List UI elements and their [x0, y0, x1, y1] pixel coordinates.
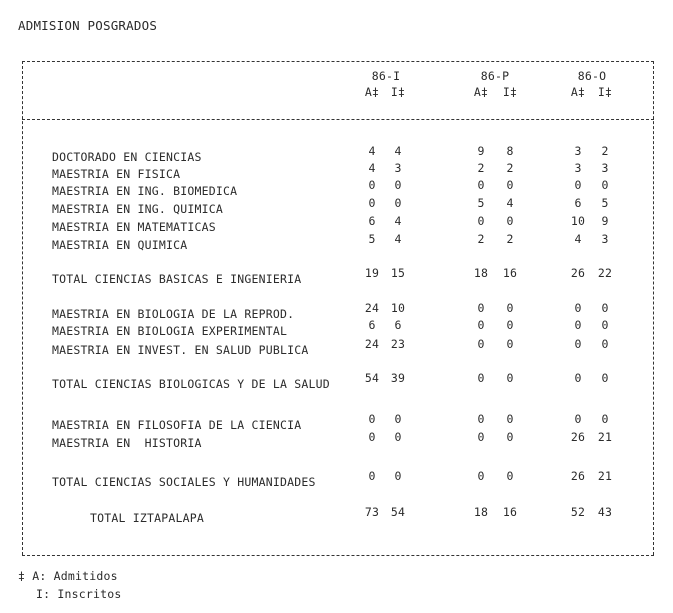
cell-value: 0 [368, 430, 376, 444]
cell-value: 0 [477, 371, 485, 385]
cell-value: 39 [390, 371, 406, 385]
cell-value: 0 [368, 469, 376, 483]
cell-value: 2 [601, 144, 609, 158]
cell-value: 0 [506, 214, 514, 228]
cell-value: 5 [477, 196, 485, 210]
cell-value: 22 [597, 266, 613, 280]
cell-value: 5 [368, 232, 376, 246]
cell-value: 0 [601, 318, 609, 332]
page-title: ADMISION POSGRADOS [18, 18, 158, 33]
cell-value: 0 [506, 412, 514, 426]
cell-value: 0 [477, 430, 485, 444]
cell-value: 3 [601, 161, 609, 175]
legend-admitidos: ‡ A: Admitidos [18, 569, 118, 583]
cell-value: 2 [477, 232, 485, 246]
cell-value: 26 [570, 469, 586, 483]
row-label: MAESTRIA EN FILOSOFIA DE LA CIENCIA [52, 418, 302, 432]
cell-value: 0 [506, 318, 514, 332]
table-left-border [22, 61, 23, 555]
cell-value: 54 [390, 505, 406, 519]
cell-value: 4 [368, 161, 376, 175]
cell-value: 0 [368, 196, 376, 210]
cell-value: 5 [601, 196, 609, 210]
sub-header-1-1: I‡ [502, 85, 518, 99]
cell-value: 18 [473, 505, 489, 519]
cell-value: 0 [477, 318, 485, 332]
row-label: TOTAL IZTAPALAPA [90, 511, 204, 525]
cell-value: 18 [473, 266, 489, 280]
cell-value: 0 [574, 412, 582, 426]
row-label: TOTAL CIENCIAS SOCIALES Y HUMANIDADES [52, 475, 316, 489]
cell-value: 0 [368, 412, 376, 426]
cell-value: 16 [502, 266, 518, 280]
cell-value: 0 [506, 469, 514, 483]
cell-value: 52 [570, 505, 586, 519]
cell-value: 6 [368, 214, 376, 228]
sub-header-1-0: A‡ [473, 85, 489, 99]
cell-value: 3 [394, 161, 402, 175]
row-label: MAESTRIA EN FISICA [52, 167, 181, 181]
cell-value: 9 [477, 144, 485, 158]
cell-value: 3 [574, 161, 582, 175]
cell-value: 0 [506, 301, 514, 315]
table-bottom-border [22, 555, 654, 556]
cell-value: 3 [601, 232, 609, 246]
cell-value: 16 [502, 505, 518, 519]
cell-value: 4 [394, 232, 402, 246]
cell-value: 23 [390, 337, 406, 351]
row-label: MAESTRIA EN HISTORIA [52, 436, 202, 450]
row-label: MAESTRIA EN BIOLOGIA DE LA REPROD. [52, 307, 295, 321]
cell-value: 0 [601, 371, 609, 385]
cell-value: 0 [394, 196, 402, 210]
cell-value: 2 [506, 232, 514, 246]
cell-value: 0 [506, 430, 514, 444]
row-label: MAESTRIA EN ING. BIOMEDICA [52, 184, 238, 198]
cell-value: 0 [477, 412, 485, 426]
row-label: MAESTRIA EN ING. QUIMICA [52, 202, 223, 216]
cell-value: 0 [574, 178, 582, 192]
cell-value: 0 [601, 301, 609, 315]
cell-value: 8 [506, 144, 514, 158]
cell-value: 73 [364, 505, 380, 519]
cell-value: 0 [574, 301, 582, 315]
cell-value: 21 [597, 430, 613, 444]
cell-value: 24 [364, 301, 380, 315]
row-label: MAESTRIA EN INVEST. EN SALUD PUBLICA [52, 343, 309, 357]
cell-value: 0 [601, 412, 609, 426]
cell-value: 6 [394, 318, 402, 332]
cell-value: 0 [574, 371, 582, 385]
cell-value: 10 [390, 301, 406, 315]
cell-value: 4 [368, 144, 376, 158]
cell-value: 26 [570, 430, 586, 444]
cell-value: 24 [364, 337, 380, 351]
sub-header-0-1: I‡ [390, 85, 406, 99]
sub-header-0-0: A‡ [364, 85, 380, 99]
row-label: TOTAL CIENCIAS BASICAS E INGENIERIA [52, 272, 302, 286]
cell-value: 0 [601, 337, 609, 351]
period-header-1: 86-P [480, 69, 510, 83]
row-label: MAESTRIA EN QUIMICA [52, 238, 188, 252]
cell-value: 0 [477, 178, 485, 192]
cell-value: 2 [506, 161, 514, 175]
cell-value: 0 [506, 371, 514, 385]
table-top-border [22, 61, 654, 62]
cell-value: 0 [394, 412, 402, 426]
cell-value: 4 [574, 232, 582, 246]
period-header-2: 86-O [577, 69, 607, 83]
row-label: TOTAL CIENCIAS BIOLOGICAS Y DE LA SALUD [52, 377, 330, 391]
table-right-border [653, 61, 654, 555]
row-label: MAESTRIA EN MATEMATICAS [52, 220, 216, 234]
cell-value: 0 [506, 337, 514, 351]
cell-value: 19 [364, 266, 380, 280]
cell-value: 3 [574, 144, 582, 158]
cell-value: 54 [364, 371, 380, 385]
header-divider [22, 119, 654, 120]
row-label: DOCTORADO EN CIENCIAS [52, 150, 202, 164]
cell-value: 10 [570, 214, 586, 228]
cell-value: 4 [394, 144, 402, 158]
cell-value: 0 [574, 318, 582, 332]
cell-value: 0 [394, 430, 402, 444]
period-header-0: 86-I [371, 69, 401, 83]
cell-value: 6 [574, 196, 582, 210]
cell-value: 0 [477, 214, 485, 228]
cell-value: 2 [477, 161, 485, 175]
cell-value: 43 [597, 505, 613, 519]
cell-value: 0 [574, 337, 582, 351]
cell-value: 0 [477, 301, 485, 315]
sub-header-2-0: A‡ [570, 85, 586, 99]
cell-value: 4 [506, 196, 514, 210]
cell-value: 4 [394, 214, 402, 228]
cell-value: 15 [390, 266, 406, 280]
cell-value: 9 [601, 214, 609, 228]
cell-value: 0 [394, 178, 402, 192]
cell-value: 0 [506, 178, 514, 192]
cell-value: 0 [477, 469, 485, 483]
cell-value: 6 [368, 318, 376, 332]
cell-value: 0 [394, 469, 402, 483]
sub-header-2-1: I‡ [597, 85, 613, 99]
legend-inscritos: I: Inscritos [36, 587, 122, 601]
cell-value: 0 [368, 178, 376, 192]
cell-value: 0 [601, 178, 609, 192]
cell-value: 0 [477, 337, 485, 351]
row-label: MAESTRIA EN BIOLOGIA EXPERIMENTAL [52, 324, 288, 338]
cell-value: 21 [597, 469, 613, 483]
cell-value: 26 [570, 266, 586, 280]
